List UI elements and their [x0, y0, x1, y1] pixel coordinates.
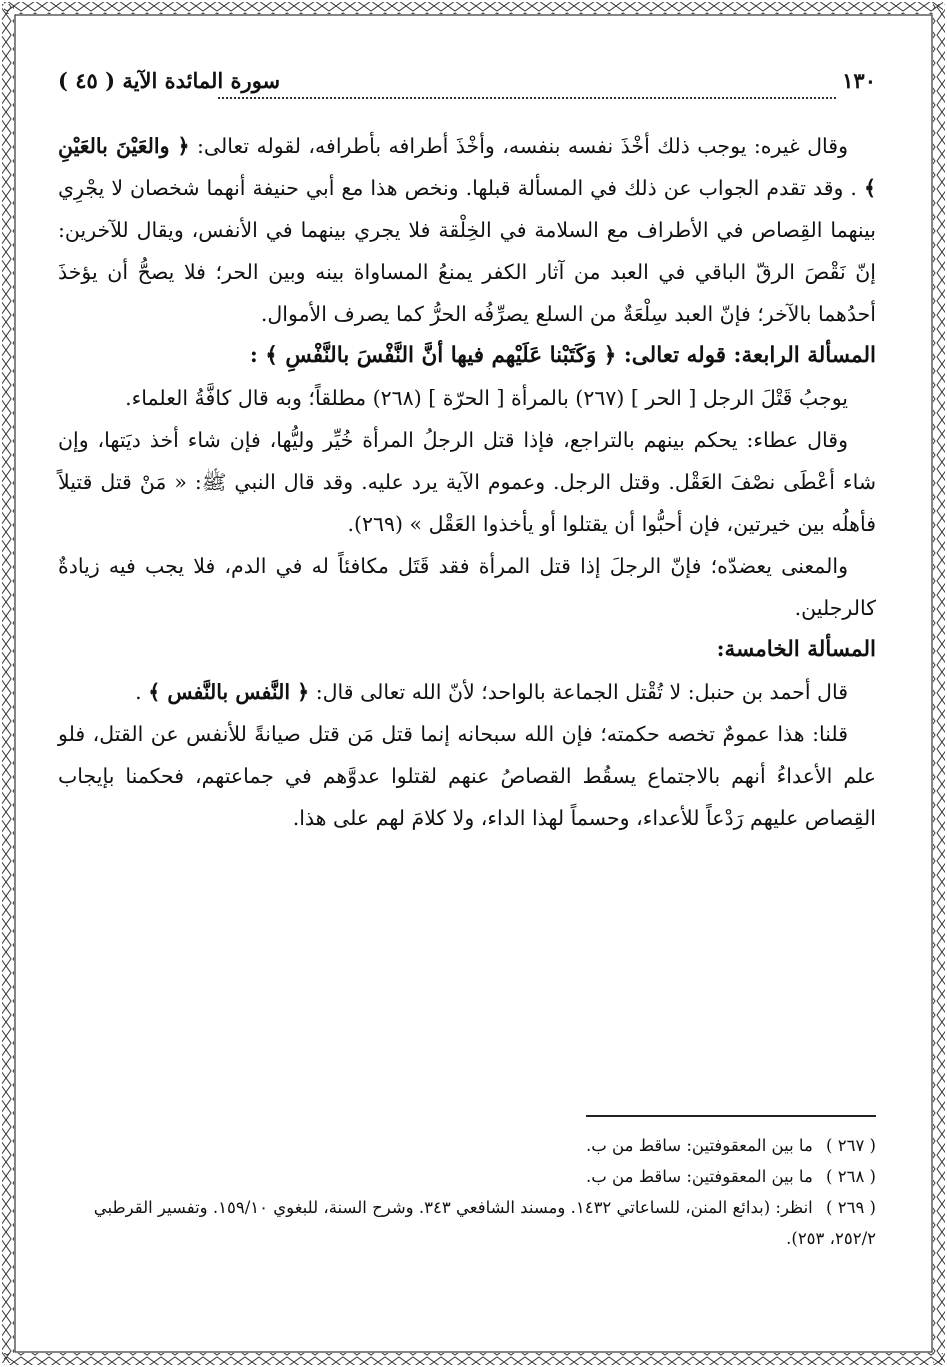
footnote	[58, 1161, 876, 1192]
paragraph-4: والمعنى يعضدّه؛ فإنّ الرجلَ إذا قتل المرأة فقد قَتَل مكافئاً له في الدم، فلا يجب فيه زيادةٌ كالرجلين.	[58, 554, 876, 620]
paragraph-1	[58, 125, 876, 335]
footnotes	[58, 1130, 876, 1254]
section-heading-5: المسألة الخامسة:	[716, 637, 876, 662]
running-header	[58, 63, 876, 99]
surah-title: سورة المائدة الآية ( ٤٥ )	[58, 68, 281, 93]
footnote-number: ( ٢٦٩ )	[826, 1198, 876, 1217]
paragraph-5-end: .	[135, 680, 142, 704]
paragraph-5-text: قال أحمد بن حنبل: لا تُقْتل الجماعة بالواحد؛ لأنّ الله تعالى قال:	[315, 680, 848, 704]
paragraph-1-rest: . وقد تقدم الجواب عن ذلك في المسألة قبلها. ونخص هذا مع أبي حنيفة أنهما شخصان لا يجْرِي بينهما القِصاص في الأطراف مع السلامة في الخِلْقة فلا يجري بينهما في الأنفس، ويقال للآخرين: إنّ نَقْصَ الرقّ الباقي في العبد من آثار الكفر يمنعُ المساواة بينه وبين الحر؛ فلا يصحُّ أن يؤخذَ أحدُهما بالآخر؛ فإنّ العبد سِلْعَةٌ من السلع يصرِّفُه الحرُّ كما يصرف الأموال.	[58, 176, 876, 326]
footnote-text: انظر: (بدائع المنن، للساعاتي ١٤٣٢. ومسند الشافعي ٣٤٣. وشرح السنة، للبغوي ١٥٩/١٠. وتفسير القرطبي ٢٥٢/٢، ٢٥٣).	[93, 1198, 876, 1248]
paragraph-6: قلنا: هذا عمومٌ تخصه حكمته؛ فإن الله سبحانه إنما قتل مَن قتل صيانةً للأنفس عن القتل، فلو علم الأعداءُ أنهم بالاجتماع يسقُط القصاصُ عنهم لقتلوا عدوَّهم في جماعتهم، فحكمنا بإيجاب القِصاص عليهم رَدْعاً للأعداء، وحسماً لهذا الداء، ولا كلامَ لهم على هذا.	[58, 722, 876, 830]
paragraph-2: يوجبُ قَتْلَ الرجل [ الحر ] (٢٦٧) بالمرأة [ الحرّة ] (٢٦٨) مطلقاً؛ وبه قال كافَّةُ العلماء.	[125, 386, 848, 410]
footnote-number: ( ٢٦٧ )	[826, 1136, 876, 1155]
paragraph-5	[58, 671, 876, 713]
page-number: ١٣٠	[842, 68, 876, 93]
main-text	[58, 125, 876, 839]
section-heading-4	[58, 335, 876, 377]
footnote-number: ( ٢٦٨ )	[826, 1167, 876, 1186]
paragraph-1-text: وقال غيره: يوجب ذلك أخْذَ نفسه بنفسه، وأخْذَ أطرافه بأطرافه، لقوله تعالى:	[197, 134, 848, 158]
quran-quote: ﴿ والعَيْنَ بالعَيْنِ ﴾	[58, 134, 876, 200]
footnote-separator	[586, 1115, 876, 1117]
footnote-text: ما بين المعقوفتين: ساقط من ب.	[586, 1136, 813, 1155]
heading-4-quote: ﴿ وَكَتَبْنا عَلَيْهم فيها أنَّ النَّفْسَ بالنَّفْسِ ﴾ :	[249, 343, 617, 368]
footnote	[58, 1130, 876, 1161]
footnote	[58, 1192, 876, 1254]
header-leader-dots	[218, 97, 836, 99]
book-page	[58, 55, 876, 1325]
paragraph-3: وقال عطاء: يحكم بينهم بالتراجع، فإذا قتل الرجلُ المرأة خُيِّر وليُّها، فإن شاء أخذ ديَتها، وإن شاء أعْطَى نصْفَ العَقْل. وقتل الرجل. وعموم الآية يرد عليه. وقد قال النبي ﷺ: « مَنْ قتل قتيلاً فأهلُه بين خيرتين، فإن أحبُّوا أن يقتلوا أو يأخذوا العَقْل » (٢٦٩).	[58, 428, 876, 536]
heading-4-text: المسألة الرابعة: قوله تعالى:	[623, 343, 876, 368]
quran-quote-2: ﴿ النَّفس بالنَّفس ﴾	[148, 680, 310, 704]
footnote-text: ما بين المعقوفتين: ساقط من ب.	[586, 1167, 813, 1186]
